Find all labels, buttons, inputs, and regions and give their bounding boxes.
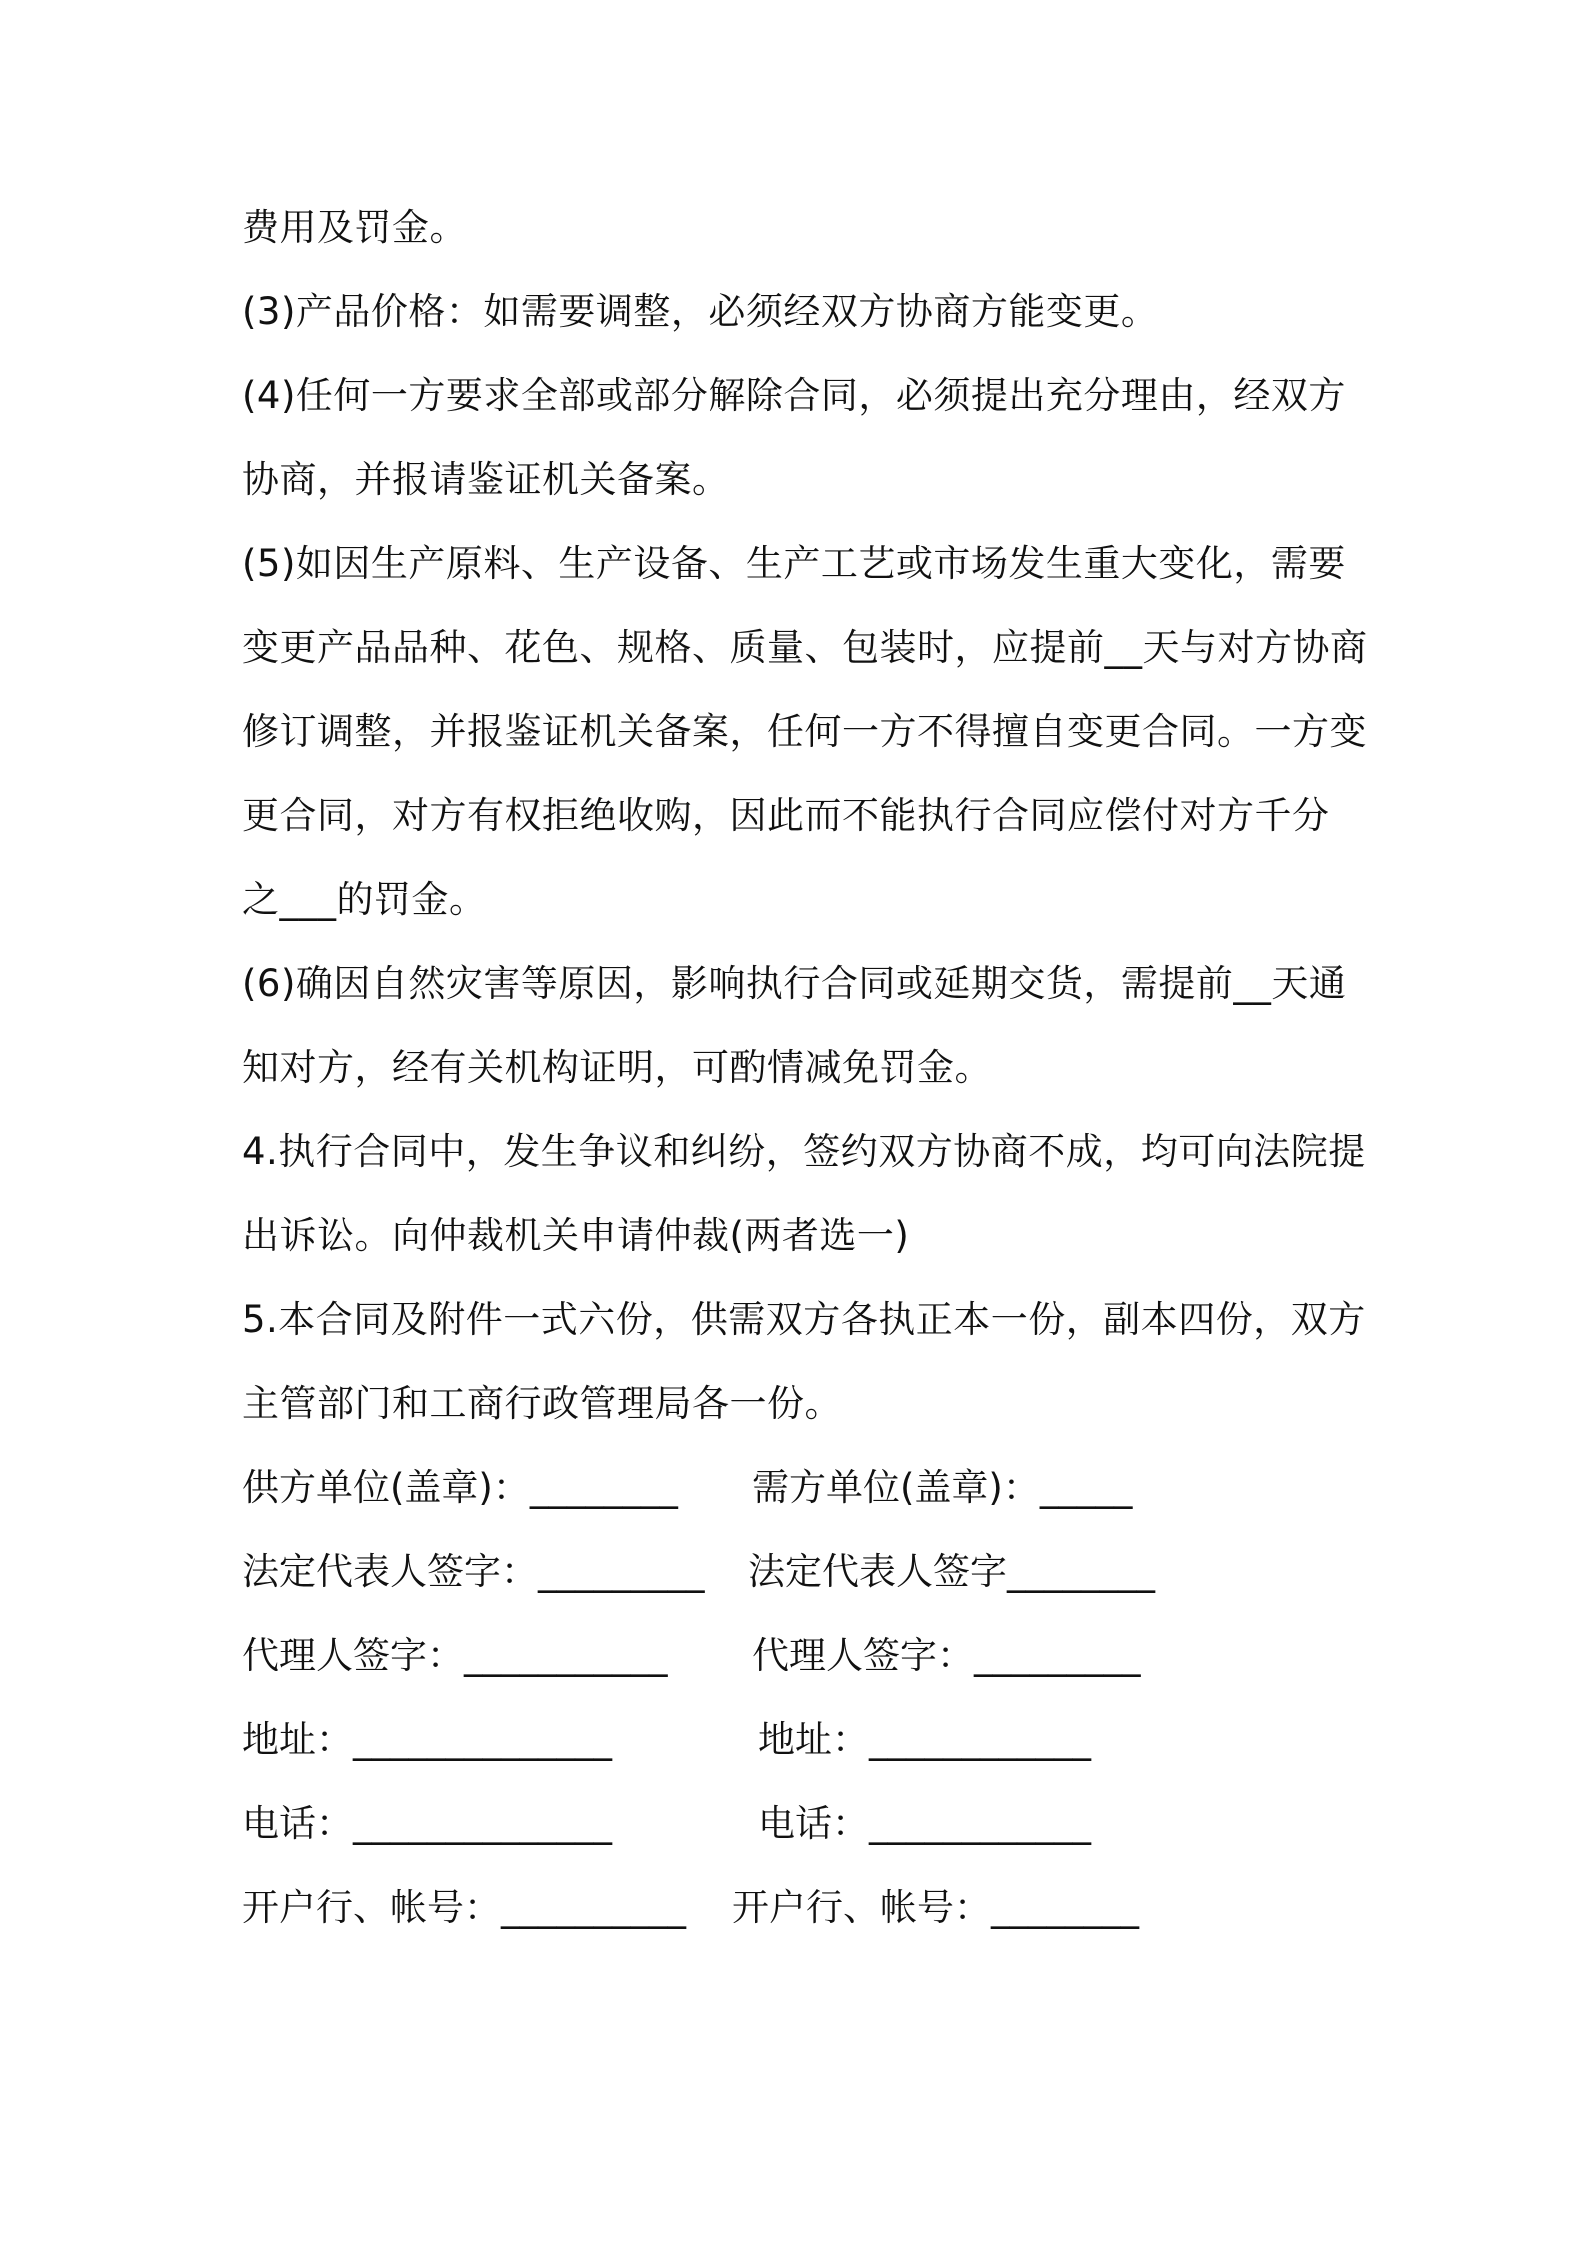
supplier-bank-field: 开户行、帐号：__________: [242, 1886, 686, 1929]
article-4-line-2: 出诉讼。向仲裁机关申请仲裁(两者选一): [242, 1214, 910, 1257]
article-5-line-1: 5.本合同及附件一式六份，供需双方各执正本一份，副本四份，双方: [242, 1298, 1366, 1341]
article-4-line-1: 4.执行合同中，发生争议和纠纷，签约双方协商不成，均可向法院提: [242, 1130, 1366, 1173]
buyer-phone-field: 电话：____________: [758, 1802, 1091, 1845]
clause-3-line: (3)产品价格：如需要调整，必须经双方协商方能变更。: [242, 290, 1159, 333]
clause-6-line-1: (6)确因自然灾害等原因，影响执行合同或延期交货，需提前__天通: [242, 962, 1347, 1005]
article-5-line-2: 主管部门和工商行政管理局各一份。: [242, 1382, 842, 1425]
buyer-unit-field: 需方单位(盖章)：_____: [752, 1466, 1133, 1509]
clause-5-line-5: 之___的罚金。: [242, 878, 487, 921]
clause-6-line-2: 知对方，经有关机构证明，可酌情减免罚金。: [242, 1046, 992, 1089]
supplier-unit-field: 供方单位(盖章)：________: [242, 1466, 678, 1509]
supplier-rep-signature: 法定代表人签字：_________: [242, 1550, 705, 1593]
buyer-bank-field: 开户行、帐号：________: [732, 1886, 1139, 1929]
clause-4-line-2: 协商，并报请鉴证机关备案。: [242, 458, 730, 501]
clause-4-line-1: (4)任何一方要求全部或部分解除合同，必须提出充分理由，经双方: [242, 374, 1346, 417]
supplier-agent-signature: 代理人签字：___________: [242, 1634, 668, 1677]
clause-5-line-2: 变更产品品种、花色、规格、质量、包装时，应提前__天与对方协商: [242, 626, 1368, 669]
buyer-address-field: 地址：____________: [758, 1718, 1091, 1761]
buyer-rep-signature: 法定代表人签字________: [748, 1550, 1155, 1593]
supplier-address-field: 地址：______________: [242, 1718, 612, 1761]
clause-5-line-1: (5)如因生产原料、生产设备、生产工艺或市场发生重大变化，需要: [242, 542, 1346, 585]
supplier-phone-field: 电话：______________: [242, 1802, 612, 1845]
clause-5-line-3: 修订调整，并报鉴证机关备案，任何一方不得擅自变更合同。一方变: [242, 710, 1367, 753]
buyer-agent-signature: 代理人签字：_________: [752, 1634, 1141, 1677]
paragraph-line: 费用及罚金。: [242, 206, 467, 249]
clause-5-line-4: 更合同，对方有权拒绝收购，因此而不能执行合同应偿付对方千分: [242, 794, 1330, 837]
